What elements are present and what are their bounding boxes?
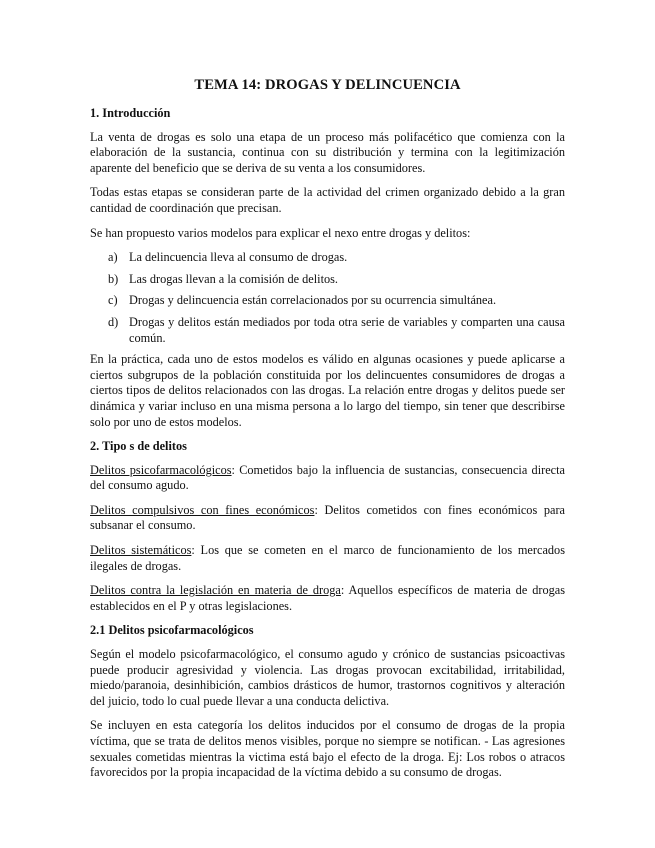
crime-type-description: : Los que se cometen en el marco de funcionamiento de los mercados ilegales de drogas. <box>90 543 565 573</box>
crime-type-term: Delitos sistemáticos <box>90 543 192 558</box>
list-item-text: Drogas y delitos están mediados por toda otra serie de variables y comparten una causa común. <box>129 314 565 345</box>
paragraph: Se incluyen en esta categoría los delitos inducidos por el consumo de drogas de la propia víctima, que se trata de delitos menos visibles, porque no siempre se notifican. - Las agresiones sexuales cometidas mientras la victima está bajo el efecto de la droga. Ej: Los robos o atracos favorecidos por la propia incapacidad de la víctima debido a su consumo de drogas. <box>90 718 565 780</box>
list-item <box>108 272 565 288</box>
crime-type-term: Delitos compulsivos con fines económicos <box>90 502 315 517</box>
list-marker: a) <box>108 250 118 265</box>
crime-type-paragraph <box>90 503 565 534</box>
paragraph: Según el modelo psicofarmacológico, el consumo agudo y crónico de sustancias psicoactivas puede producir agresividad y violencia. Las drogas provocan excitabilidad, irritabilidad, miedo/paranoia, desinhibición, cambios drásticos de humor, trastornos cognitivos y alteración del juicio, todo lo cual puede llevar a una conducta delictiva. <box>90 647 565 708</box>
paragraph: Se han propuesto varios modelos para explicar el nexo entre drogas y delitos: <box>90 225 471 240</box>
crime-type-paragraph <box>90 463 565 494</box>
section-heading-tipos-de-delitos: 2. Tipo s de delitos <box>90 439 187 454</box>
paragraph: En la práctica, cada uno de estos modelos es válido en algunas ocasiones y puede aplicarse a ciertos subgrupos de la población constituida por los delincuentes consumidores de drogas a ciertos tipos de delitos relacionados con las drogas. La relación entre drogas y delitos puede ser dinámica y variar incluso en una misma persona a lo largo del tiempo, sin tener que describirse solo por uno de estos modelos. <box>90 352 565 429</box>
list-marker: d) <box>108 314 119 329</box>
paragraph: Todas estas etapas se consideran parte de la actividad del crimen organizado debido a la gran cantidad de coordinación que precisan. <box>90 185 565 215</box>
crime-type-term: Delitos contra la legislación en materia de droga <box>90 583 341 598</box>
list-item <box>108 250 565 266</box>
crime-type-description: : Cometidos bajo la influencia de sustancias, consecuencia directa del consumo agudo. <box>90 462 565 493</box>
crime-type-description: : Aquellos específicos de materia de drogas establecidos en el P y otras legislaciones. <box>90 583 565 613</box>
crime-type-description: : Delitos cometidos con fines económicos para subsanar el consumo. <box>90 502 565 533</box>
crime-type-term: Delitos psicofarmacológicos <box>90 462 232 477</box>
models-list <box>90 250 565 346</box>
crime-type-paragraph <box>90 583 565 614</box>
list-item-text: Las drogas llevan a la comisión de delitos. <box>129 271 338 286</box>
section-heading-introduccion: 1. Introducción <box>90 106 171 120</box>
section-heading-delitos-psicofarmacologicos: 2.1 Delitos psicofarmacológicos <box>90 623 254 638</box>
list-marker: b) <box>108 271 119 286</box>
crime-type-paragraph <box>90 543 565 574</box>
paragraph: La venta de drogas es solo una etapa de un proceso más polifacético que comienza con la elaboración de la sustancia, continua con su distribución y termina con la legitimización aparente del beneficio que se deriva de su venta a los consumidores. <box>90 129 565 175</box>
list-item <box>108 293 565 309</box>
list-item-text: Drogas y delincuencia están correlacionados por su ocurrencia simultánea. <box>129 293 497 308</box>
list-item <box>108 315 565 346</box>
list-marker: c) <box>108 293 118 308</box>
list-item-text: La delincuencia lleva al consumo de drogas. <box>129 250 348 265</box>
page-title: TEMA 14: DROGAS Y DELINCUENCIA <box>194 77 461 93</box>
